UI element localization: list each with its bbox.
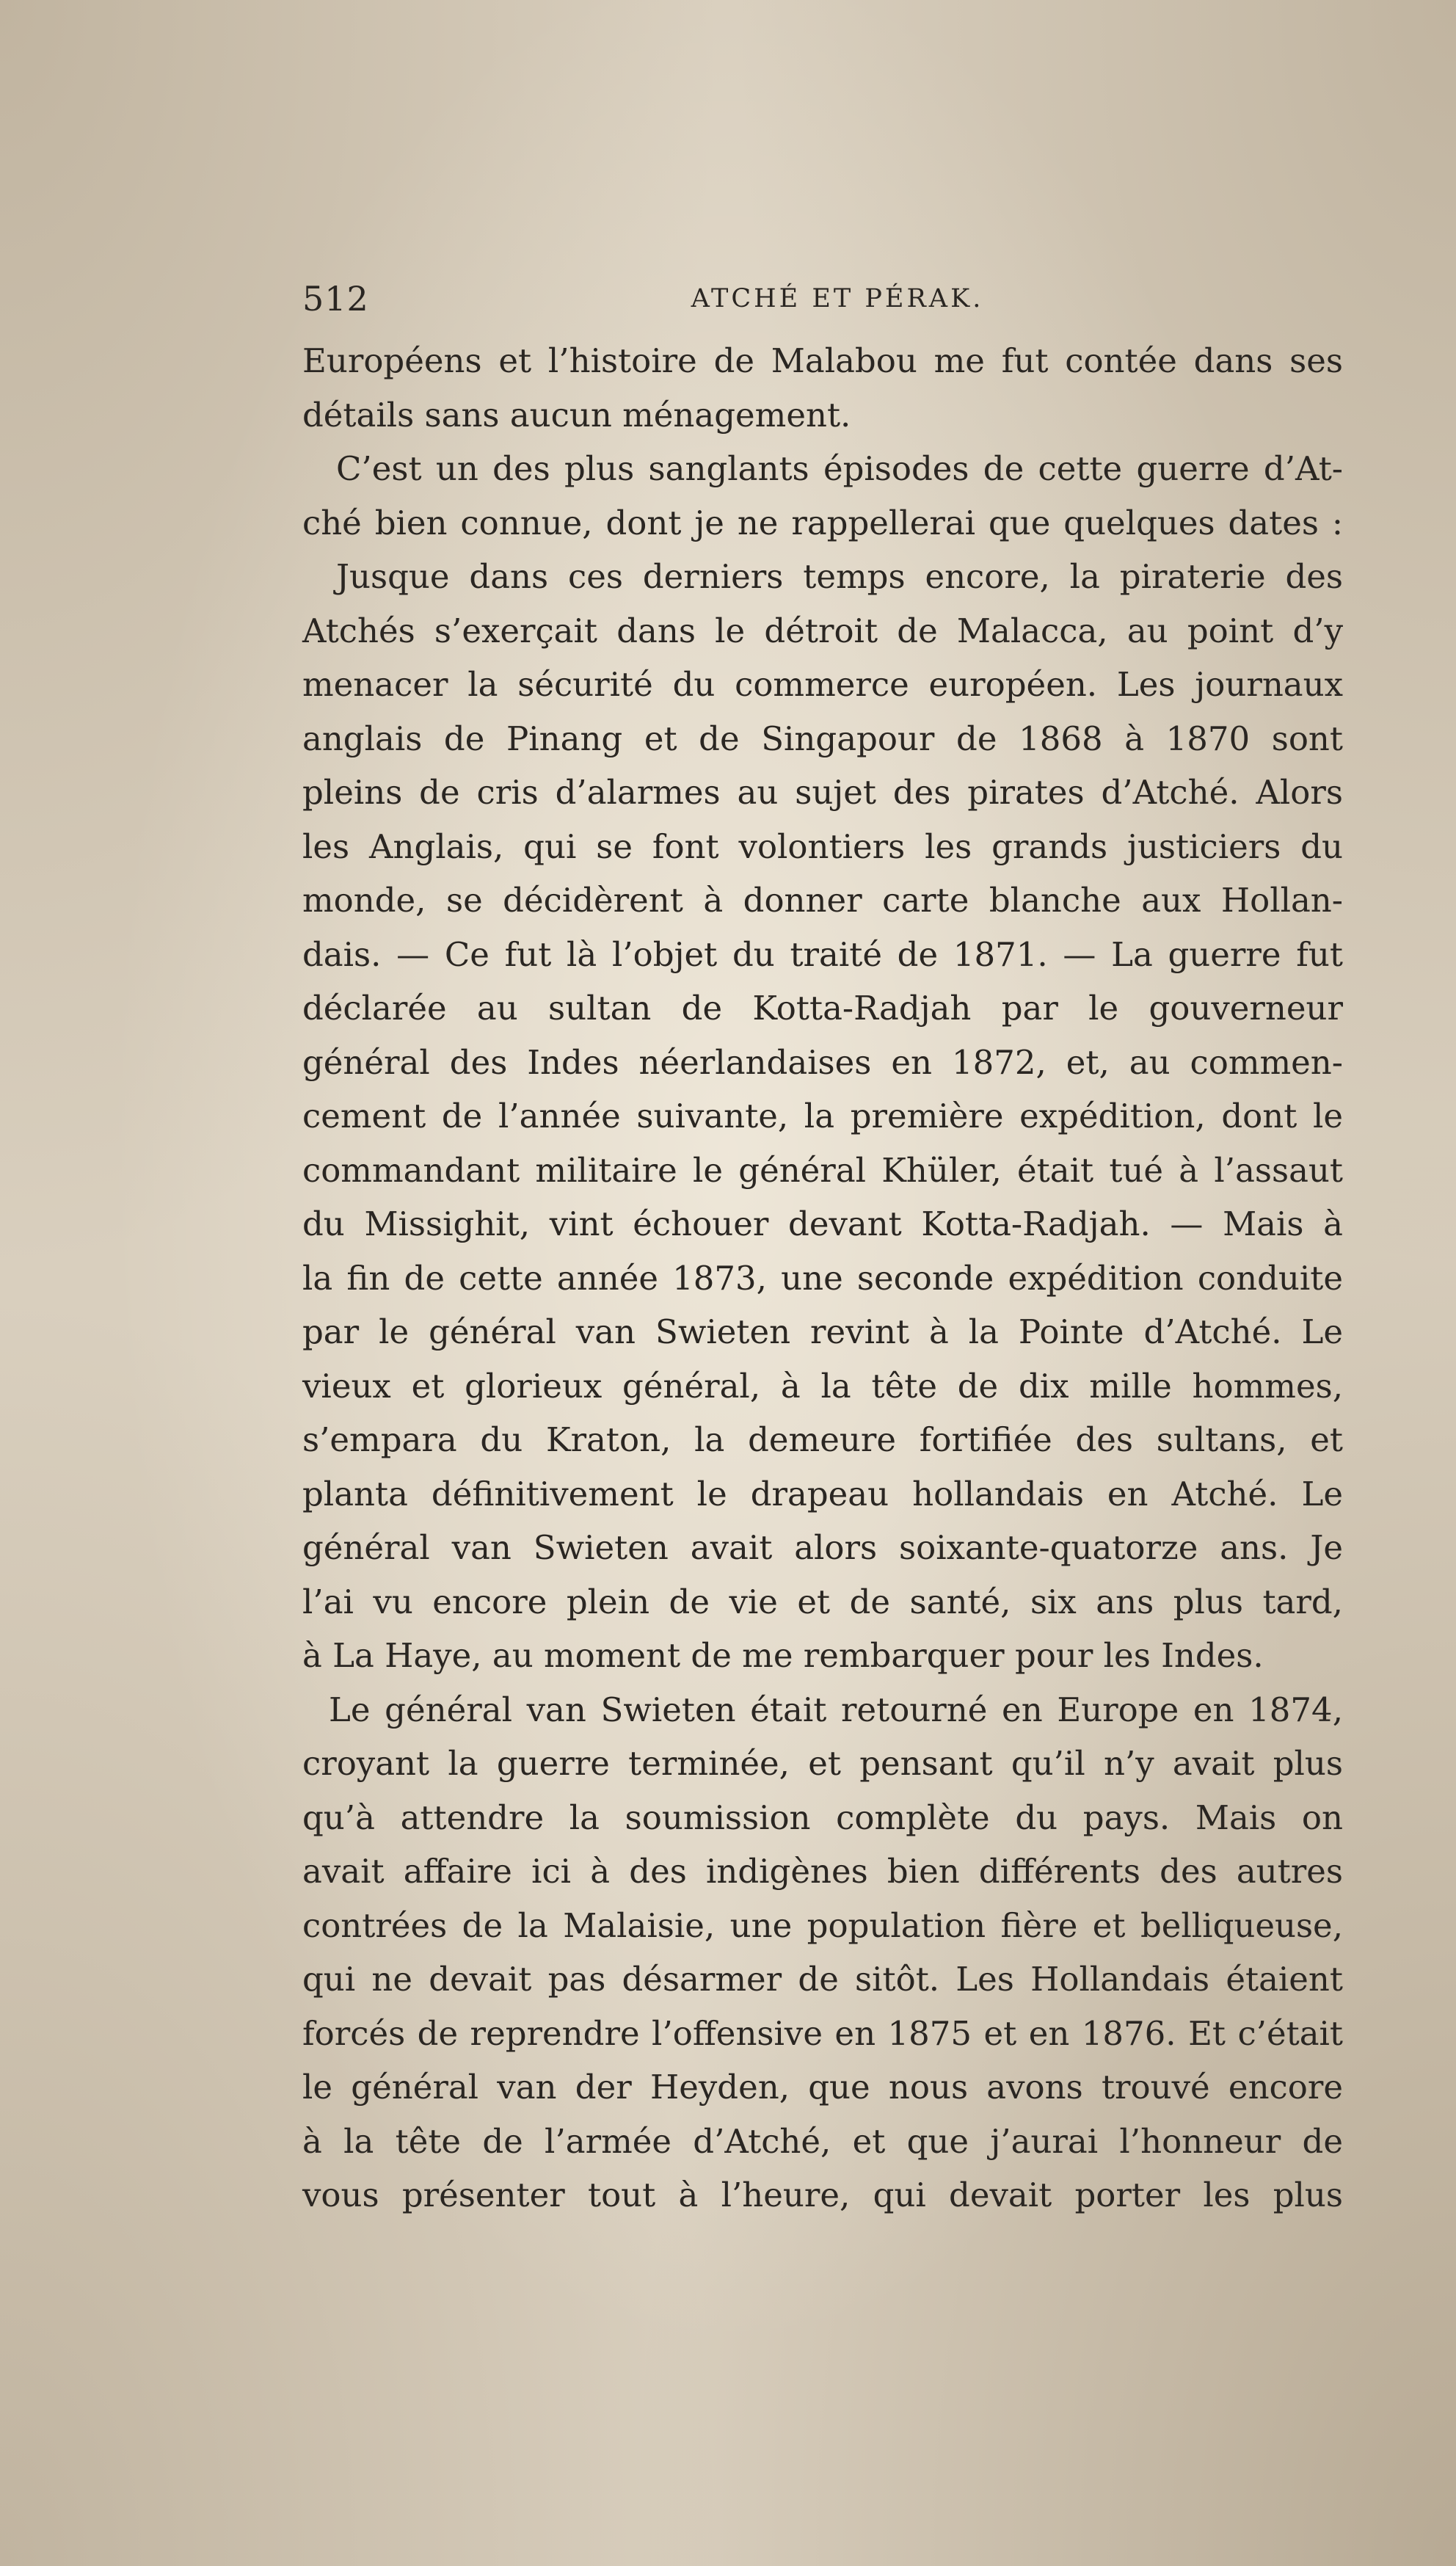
text-line: à La Haye, au moment de me rembarquer pour les Indes. (302, 1636, 1264, 1675)
text-line: l’ai vu encore plein de vie et de santé, six ans plus tard, (302, 1582, 1343, 1621)
text-line: commandant militaire le général Khüler, était tué à l’assaut (302, 1150, 1343, 1190)
text-line: le général van der Heyden, que nous avons trouvé encore (302, 2068, 1343, 2107)
text-line: C’est un des plus sanglants épisodes de cette guerre d’At- (336, 449, 1343, 488)
text-line: menacer la sécurité du commerce européen. Les journaux (302, 665, 1343, 704)
text-line: vous présenter tout à l’heure, qui devait porter les plus (302, 2176, 1343, 2214)
text-line: à la tête de l’armée d’Atché, et que j’aurai l’honneur de (302, 2121, 1343, 2161)
text-line: contrées de la Malaisie, une population fière et belliqueuse, (302, 1905, 1343, 1945)
text-line: qu’à attendre la soumission complète du pays. Mais on (302, 1798, 1343, 1837)
text-line: avait affaire ici à des indigènes bien différents des autres (302, 1852, 1343, 1891)
text-line: anglais de Pinang et de Singapour de 1868 à 1870 sont (302, 719, 1343, 758)
text-line: cement de l’année suivante, la première expédition, dont le (302, 1097, 1343, 1135)
text-line: par le général van Swieten revint à la Pointe d’Atché. Le (302, 1312, 1343, 1351)
text-line: qui ne devait pas désarmer de sitôt. Les Hollandais étaient (302, 1960, 1343, 1999)
text-line: les Anglais, qui se font volontiers les grands justiciers du (302, 826, 1343, 866)
text-line: général van Swieten avait alors soixante-quatorze ans. Je (302, 1528, 1343, 1567)
running-head (302, 273, 1343, 324)
text-line: déclarée au sultan de Kotta-Radjah par le gouverneur (302, 989, 1343, 1028)
body-text (302, 334, 1343, 2222)
text-line: croyant la guerre terminée, et pensant qu’il n’y avait plus (302, 1744, 1343, 1783)
text-line: pleins de cris d’alarmes au sujet des pirates d’Atché. Alors (302, 773, 1343, 812)
text-line: la fin de cette année 1873, une seconde expédition conduite (302, 1258, 1343, 1298)
text-line: Européens et l’histoire de Malabou me fut contée dans ses (302, 341, 1343, 380)
page-number: 512 (302, 279, 369, 319)
text-line: général des Indes néerlandaises en 1872, et, au commen- (302, 1042, 1343, 1082)
text-line: Atchés s’exerçait dans le détroit de Malacca, au point d’y (302, 611, 1343, 650)
text-line: s’empara du Kraton, la demeure fortifiée des sultans, et (302, 1420, 1343, 1459)
text-line: monde, se décidèrent à donner carte blanche aux Hollan- (302, 881, 1343, 920)
text-line: Le général van Swieten était retourné en Europe en 1874, (329, 1690, 1343, 1729)
text-line: dais. — Ce fut là l’objet du traité de 1871. — La guerre fut (302, 934, 1343, 974)
text-line: Jusque dans ces derniers temps encore, la piraterie des (336, 557, 1343, 596)
text-line: ché bien connue, dont je ne rappellerai que quelques dates : (302, 503, 1343, 542)
text-line: du Missighit, vint échouer devant Kotta-Radjah. — Mais à (302, 1204, 1343, 1243)
text-line: détails sans aucun ménagement. (302, 395, 851, 435)
text-line: vieux et glorieux général, à la tête de dix mille hommes, (302, 1366, 1343, 1406)
text-line: forcés de reprendre l’offensive en 1875 et en 1876. Et c’était (302, 2013, 1343, 2053)
running-title: ATCHÉ ET PÉRAK. (691, 284, 984, 313)
text-line: planta définitivement le drapeau hollandais en Atché. Le (302, 1474, 1343, 1513)
